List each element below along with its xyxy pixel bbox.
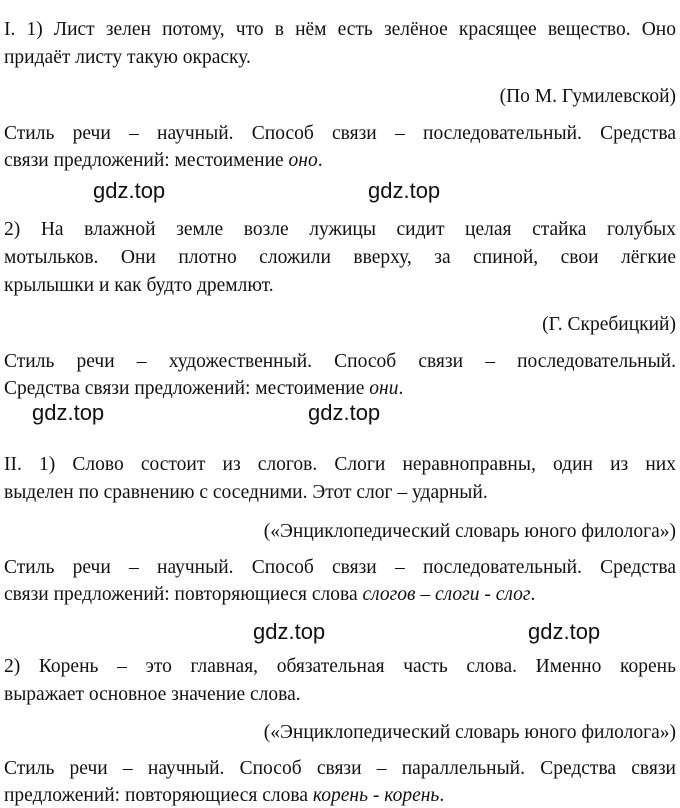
- analysis-line: Стиль речи – научный. Способ связи – параллельный. Средства связи: [4, 758, 676, 779]
- watermark: gdz.top: [32, 400, 105, 425]
- text-line: выделен по сравнению с соседними. Этот слог – ударный.: [4, 482, 488, 503]
- analysis-line: связи предложений: местоимение оно.: [4, 150, 323, 171]
- text-line: I. 1) Лист зелен потому, что в нём есть зелёное красящее вещество. Оно: [4, 19, 676, 40]
- text-line: крылышки и как будто дремлют.: [4, 275, 274, 296]
- text-line: II. 1) Слово состоит из слогов. Слоги неравноправны, один из них: [4, 454, 676, 475]
- source-attribution: (Г. Скребицкий): [542, 314, 676, 335]
- analysis-line: Стиль речи – научный. Способ связи – последовательный. Средства: [4, 123, 676, 144]
- analysis-line: Стиль речи – научный. Способ связи – последовательный. Средства: [4, 557, 676, 578]
- watermark: gdz.top: [528, 619, 601, 644]
- watermark: gdz.top: [308, 400, 381, 425]
- text-line: придаёт листу такую окраску.: [4, 47, 251, 68]
- source-attribution: («Энциклопедический словарь юного филолога»): [263, 722, 676, 743]
- text-line: 2) На влажной земле возле лужицы сидит целая стайка голубых: [4, 219, 676, 240]
- analysis-line: предложений: повторяющиеся слова корень - корень.: [4, 785, 445, 806]
- watermark: gdz.top: [253, 619, 326, 644]
- text-line: выражает основное значение слова.: [4, 684, 301, 705]
- analysis-line: Стиль речи – художественный. Способ связи – последовательный.: [4, 351, 676, 372]
- analysis-line: Средства связи предложений: местоимение они.: [4, 378, 404, 399]
- text-line: 2) Корень – это главная, обязательная часть слова. Именно корень: [4, 656, 676, 677]
- watermark: gdz.top: [368, 178, 441, 203]
- source-attribution: (По М. Гумилевской): [499, 86, 676, 107]
- analysis-line: связи предложений: повторяющиеся слова слогов – слоги - слог.: [4, 584, 536, 605]
- text-line: мотыльков. Они плотно сложили вверху, за спиной, свои лёгкие: [4, 247, 676, 268]
- watermark: gdz.top: [93, 178, 166, 203]
- source-attribution: («Энциклопедический словарь юного филолога»): [263, 521, 676, 542]
